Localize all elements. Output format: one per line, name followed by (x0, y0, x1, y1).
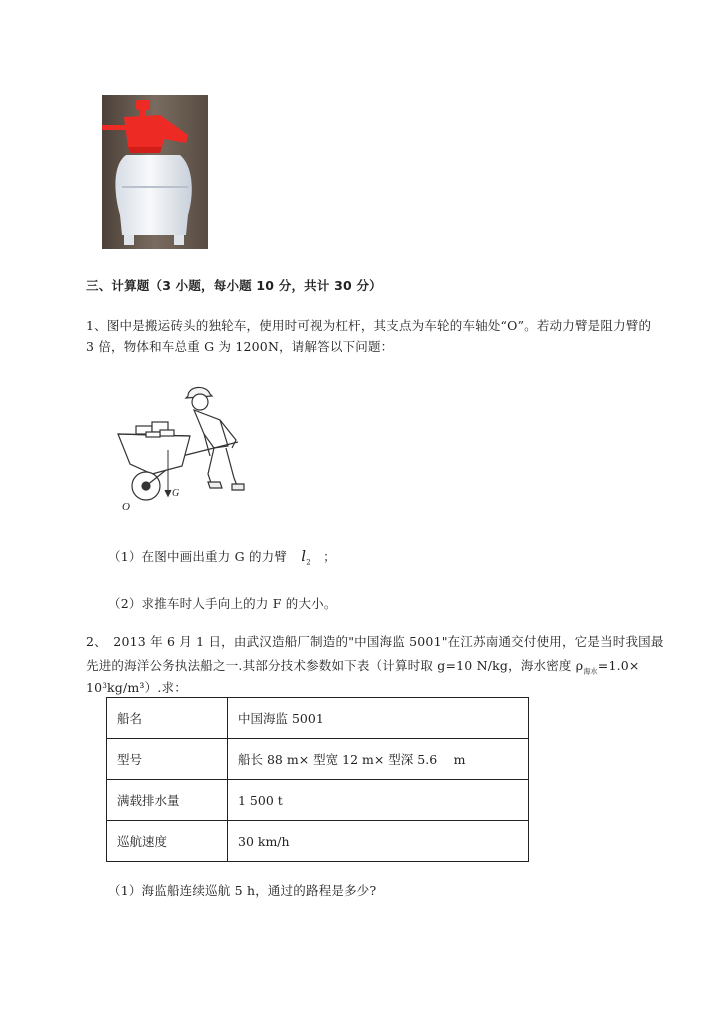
table-cell-value: 30 km/h (228, 821, 529, 862)
q2-text-line2 (86, 656, 640, 677)
table-row (107, 698, 529, 739)
q2-line3-a: 10 (86, 680, 103, 695)
table-cell-key: 满载排水量 (107, 780, 228, 821)
q1-sub1-prefix: （1）在图中画出重力 G 的力臂 (108, 549, 288, 564)
q2-text-line3 (86, 678, 187, 696)
wheelbarrow-figure (116, 378, 256, 514)
figure-label-o: O (122, 501, 130, 513)
q1-text-line1: 1、图中是搬运砖头的独轮车，使用时可视为杠杆，其支点为车轮的车轴处“O”。若动力臂是阻力臂的 (86, 318, 652, 333)
q2-line2-sub: 海水 (583, 667, 598, 676)
q2-line2-b: =1.0× (597, 658, 640, 673)
q1-sub1-subscript: 2 (306, 558, 311, 567)
section-heading: 三、计算题（3 小题，每小题 10 分，共计 30 分） (86, 278, 382, 293)
q2-line2-a: 先进的海洋公务执法船之一.其部分技术参数如下表（计算时取 g=10 N/kg，海水密度 ρ (86, 658, 584, 673)
q1-sub1-symbol: l (301, 547, 307, 565)
q2-text-line1: 2、 2013 年 6 月 1 日，由武汉造船厂制造的"中国海监 5001"在江苏南通交付使用，它是当时我国最 (86, 634, 664, 649)
sprayer-photo (102, 95, 208, 249)
q2-sub1: （1）海监船连续巡航 5 h，通过的路程是多少? (108, 883, 377, 898)
table-row (107, 780, 529, 821)
q2-line3-b: kg/m³）.求： (106, 680, 187, 695)
q1-text-line2: 3 倍，物体和车总重 G 为 1200N，请解答以下问题： (86, 339, 394, 354)
table-cell-key: 巡航速度 (107, 821, 228, 862)
q1-sub2: （2）求推车时人手向上的力 F 的大小。 (108, 596, 337, 611)
table-row (107, 739, 529, 780)
table-cell-key: 船名 (107, 698, 228, 739)
q1-sub1-suffix: ； (323, 549, 336, 564)
table-cell-key: 型号 (107, 739, 228, 780)
figure-label-g: G (172, 488, 180, 499)
spec-table (106, 697, 529, 862)
table-cell-value: 中国海监 5001 (228, 698, 529, 739)
table-cell-value: 船长 88 m× 型宽 12 m× 型深 5.6 m (228, 739, 529, 780)
table-cell-value: 1 500 t (228, 780, 529, 821)
q2-line3-sup: 3 (102, 682, 107, 690)
q1-sub1 (108, 547, 336, 567)
table-row (107, 821, 529, 862)
